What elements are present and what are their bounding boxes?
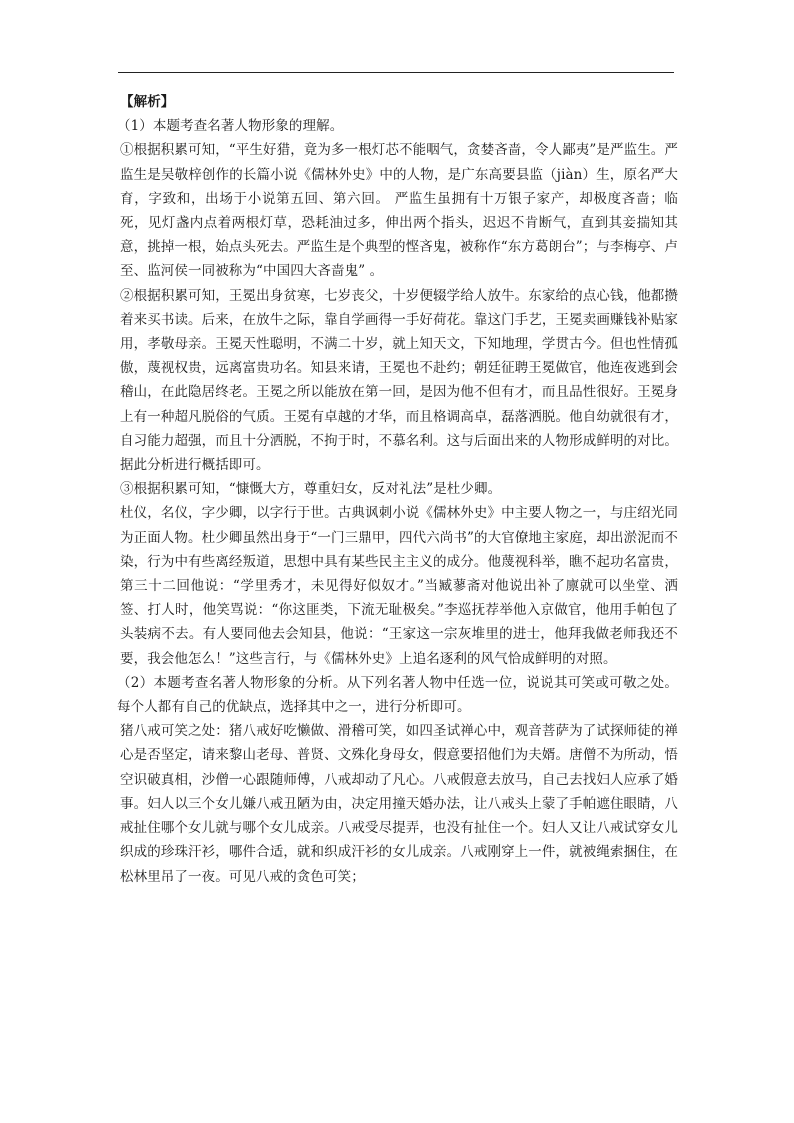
paragraph-yan-jiansheng: ①根据积累可知，“平生好猎，竟为多一根灯芯不能咽气，贪婪吝啬，令人鄙夷”是严监生。严监生是吴敬梓创作的长篇小说《儒林外史》中的人物，是广东高要县监（jiàn）生，原名严大育，字致和，出场于小说第五回、第六回。 严监生虽拥有十万银子家产，却极度吝啬；临死，见灯盏内点着两根灯草，恐耗油过多，伸出两个指头，迟迟不肯断气，直到其妾揣知其意，挑掉一根，始点头死去。严监生是个典型的悭吝鬼，被称作“东方葛朗台”；与李梅亭、卢至、监河侯一同被称为“中国四大吝啬鬼” 。 [120,142,679,280]
paragraph-zhu-bajie: 猪八戒可笑之处：猪八戒好吃懒做、滑稽可笑，如四圣试禅心中，观音菩萨为了试探师徒的禅心是否坚定，请来黎山老母、普贤、文殊化身母女，假意要招他们为夫婿。唐僧不为所动，悟空识破真相，沙僧一心跟随师傅，八戒却动了凡心。八戒假意去放马，自己去找妇人应承了婚事。妇人以三个女儿嫌八戒丑陋为由，决定用撞天婚办法，让八戒头上蒙了手帕遮住眼睛，八戒扯住哪个女儿就与哪个女儿成亲。八戒受尽提弄，也没有扯住一个。妇人又让八戒试穿女儿织成的珍珠汗衫，哪件合适，就和织成汗衫的女儿成亲。八戒刚穿上一件，就被绳索捆住，在松林里吊了一夜。可见八戒的贪色可笑； [120,723,678,885]
header-divider [118,72,674,73]
paragraph-wang-mian: ②根据积累可知，王冕出身贫寒，七岁丧父，十岁便辍学给人放牛。东家给的点心钱，他都攒着来买书读。后来，在放牛之际，靠自学画得一手好荷花。靠这门手艺，王冕卖画赚钱补贴家用，孝敬母亲。王冕天性聪明，不满二十岁，就上知天文，下知地理，学贯古今。但也性情孤傲，蔑视权贵，远离富贵功名。知县来请，王冕也不赴约；朝廷征聘王冕做官，他连夜逃到会稽山，在此隐居终老。王冕之所以能放在第一回，是因为他不但有才，而且品性很好。王冕身上有一种超凡脱俗的气质。王冕有卓越的才华，而且格调高卓，磊落洒脱。他自幼就很有才，自习能力超强，而且十分洒脱，不拘于时，不慕名利。这与后面出来的人物形成鲜明的对比。据此分析进行概括即可。 [120,287,678,474]
analysis-body [117,90,679,889]
question-1-intro: （1）本题考查名著人物形象的理解。 [117,118,344,135]
paragraph-du-shaoqing-detail: 杜仪，名仪，字少卿，以字行于世。古典讽刺小说《儒林外史》中主要人物之一，与庄绍光同为正面人物。杜少卿虽然出身于“一门三鼎甲，四代六尚书”的大官僚地主家庭，却出淤泥而不染，行为中有些离经叛道，思想中具有某些民主主义的成分。他蔑视科举，瞧不起功名富贵，第三十二回他说：“学里秀才，未见得好似奴才。”当臧蓼斋对他说出补了廪就可以坐堂、洒签、打人时，他笑骂说：“你这匪类，下流无耻极矣。”李巡抚荐举他入京做官，他用手帕包了头装病不去。有人要同他去会知县，他说：“王家这一宗灰堆里的进士，他拜我做老师我还不要，我会他怎么！”这些言行，与《儒林外史》上追名逐利的风气恰成鲜明的对照。 [120,505,679,667]
paragraph-du-shaoqing-intro: ③根据积累可知，“慷慨大方，尊重妇女，反对礼法”是杜少卿。 [120,481,502,498]
analysis-heading: 【解析】 [120,94,175,110]
question-2-intro: （2）本题考查名著人物形象的分析。从下列名著人物中任选一位，说说其可笑或可敬之处。每个人都有自己的优缺点，选择其中之一，进行分析即可。 [117,674,679,716]
